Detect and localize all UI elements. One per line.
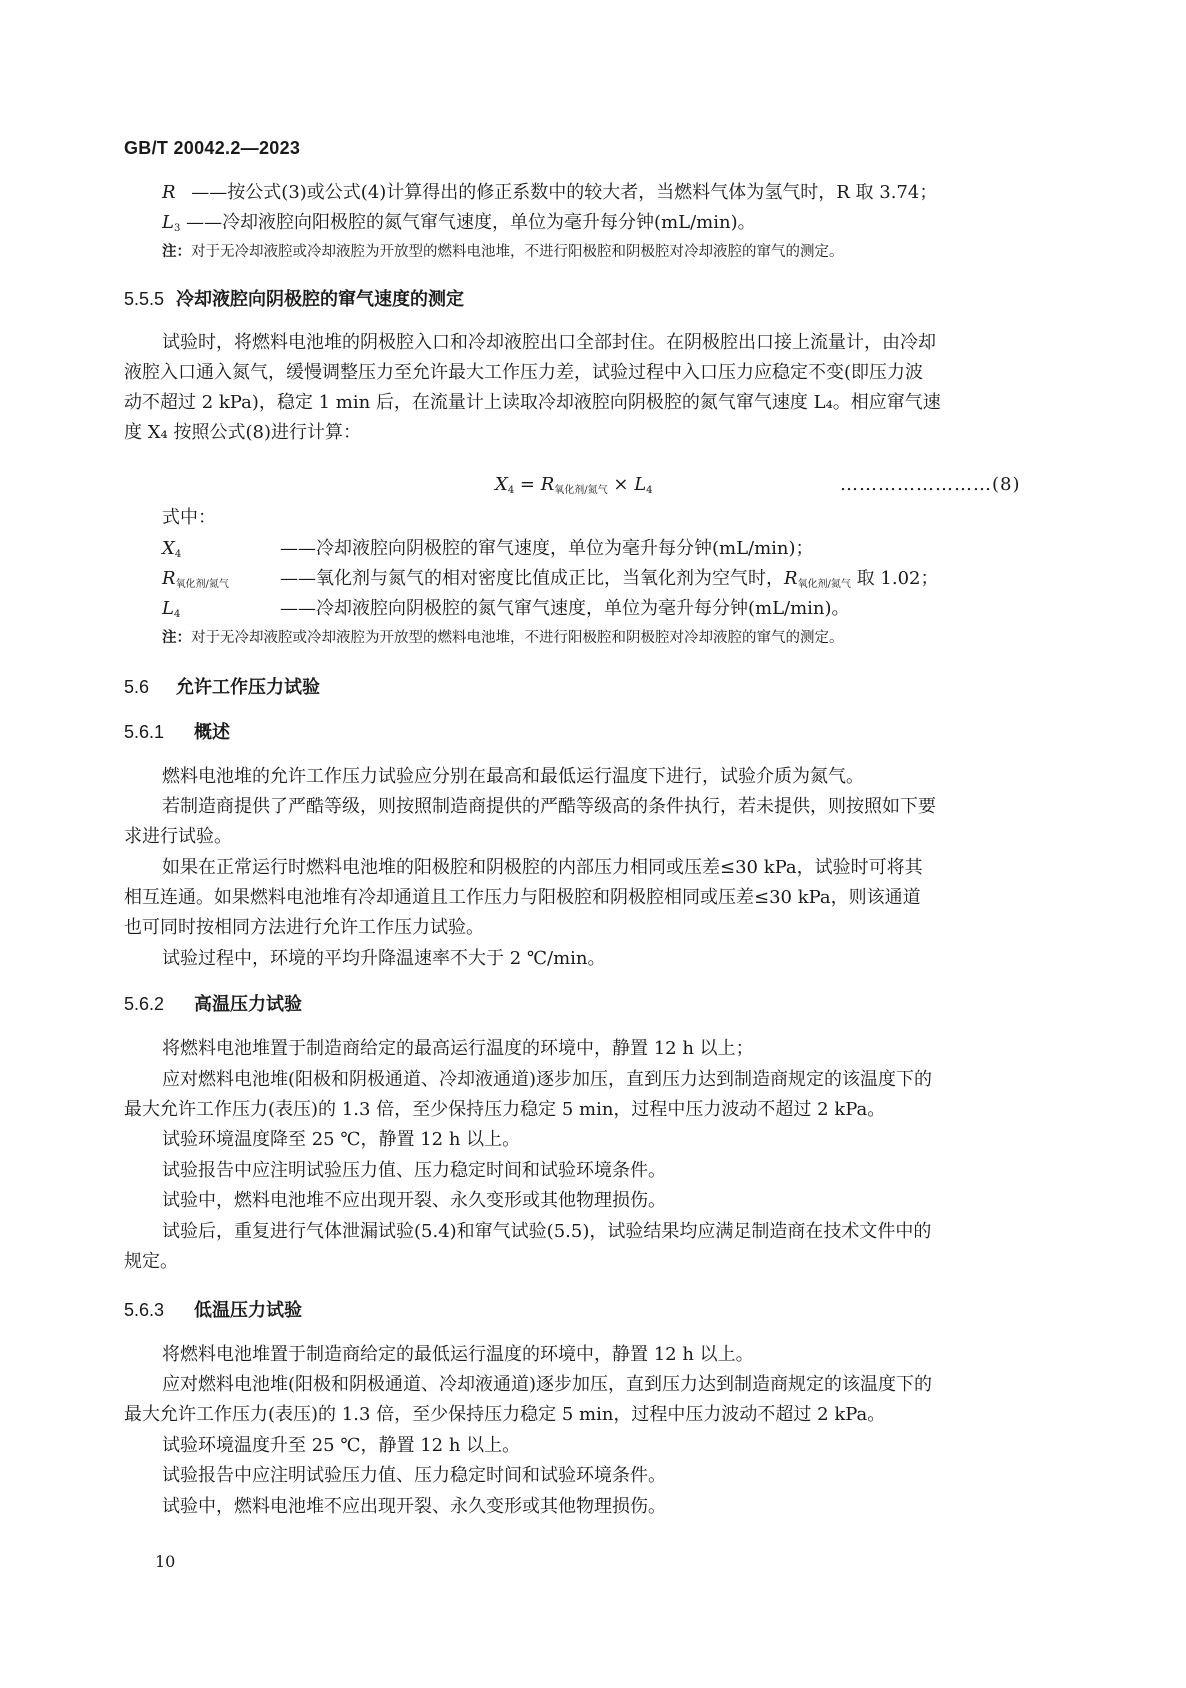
- section-heading-5-6-2: 5.6.2 高温压力试验: [124, 994, 302, 1014]
- paragraph-line: 试验时，将燃料电池堆的阴极腔入口和冷却液腔出口全部封住。在阴极腔出口接上流量计，由冷却: [162, 332, 936, 353]
- section-heading-5-6-3: 5.6.3 低温压力试验: [124, 1300, 302, 1320]
- note-2: 注：对于无冷却液腔或冷却液腔为开放型的燃料电池堆，不进行阳极腔和阴极腔对冷却液腔的窜气的测定。: [162, 630, 844, 646]
- def-x4-text: ——冷却液腔向阴极腔的窜气速度，单位为毫升每分钟(mL/min)；: [280, 538, 814, 559]
- paragraph-line: 试验中，燃料电池堆不应出现开裂、永久变形或其他物理损伤。: [162, 1190, 666, 1211]
- paragraph-line: 规定。: [124, 1251, 178, 1272]
- paragraph-line: 将燃料电池堆置于制造商给定的最低运行温度的环境中，静置 12 h 以上。: [162, 1344, 754, 1365]
- def-l4-text: ——冷却液腔向阴极腔的氮气窜气速度，单位为毫升每分钟(mL/min)。: [280, 598, 850, 619]
- page-number: 10: [155, 1552, 176, 1571]
- formula-number: ……………………(8): [840, 474, 1021, 495]
- section-heading-5-6: 5.6 允许工作压力试验: [124, 677, 320, 697]
- paragraph-line: 若制造商提供了严酷等级，则按照制造商提供的严酷等级高的条件执行，若未提供，则按照如下要: [162, 796, 936, 817]
- paragraph-line: 应对燃料电池堆(阳极和阴极通道、冷却液通道)逐步加压，直到压力达到制造商规定的该温度下的: [162, 1374, 933, 1395]
- paragraph-line: 动不超过 2 kPa)，稳定 1 min 后，在流量计上读取冷却液腔向阴极腔的氮气窜气速度 L₄。相应窜气速: [124, 392, 941, 413]
- paragraph-line: 最大允许工作压力(表压)的 1.3 倍，至少保持压力稳定 5 min，过程中压力波动不超过 2 kPa。: [124, 1404, 886, 1425]
- paragraph-line: 试验环境温度降至 25 ℃，静置 12 h 以上。: [162, 1129, 521, 1150]
- def-r-text: ——氧化剂与氮气的相对密度比值成正比，当氧化剂为空气时，$R_{氧化剂/氮气}$ 取 1.02；: [280, 568, 939, 590]
- paragraph-line: 试验环境温度升至 25 ℃，静置 12 h 以上。: [162, 1435, 521, 1456]
- paragraph-line: 求进行试验。: [124, 826, 232, 847]
- formula-8: $X_4 = R_{氧化剂/氮气} \times L_4$: [495, 474, 653, 496]
- paragraph-line: 度 X₄ 按照公式(8)进行计算：: [124, 422, 361, 443]
- def-r-symbol: $R_{氧化剂/氮气}$: [162, 568, 229, 590]
- def-l3: $L_3$ ——冷却液腔向阳极腔的氮气窜气速度，单位为毫升每分钟(mL/min)。: [162, 212, 756, 234]
- def-r: R ——按公式(3)或公式(4)计算得出的修正系数中的较大者，当燃料气体为氢气时，R 取 3.74；: [162, 182, 938, 203]
- paragraph-line: 也可同时按相同方法进行允许工作压力试验。: [124, 917, 484, 938]
- paragraph-line: 试验后，重复进行气体泄漏试验(5.4)和窜气试验(5.5)，试验结果均应满足制造商在技术文件中的: [162, 1221, 932, 1242]
- section-heading-5-6-1: 5.6.1 概述: [124, 722, 230, 742]
- paragraph-line: 如果在正常运行时燃料电池堆的阳极腔和阴极腔的内部压力相同或压差≤30 kPa，试验时可将其: [162, 857, 923, 878]
- where-label: 式中：: [162, 507, 216, 528]
- note-1: 注：对于无冷却液腔或冷却液腔为开放型的燃料电池堆，不进行阳极腔和阴极腔对冷却液腔的窜气的测定。: [162, 244, 844, 260]
- paragraph-line: 试验报告中应注明试验压力值、压力稳定时间和试验环境条件。: [162, 1160, 666, 1181]
- paragraph-line: 相互连通。如果燃料电池堆有冷却通道且工作压力与阳极腔和阴极腔相同或压差≤30 kPa，则该通道: [124, 887, 921, 908]
- standard-id: GB/T 20042.2—2023: [124, 138, 301, 158]
- paragraph-line: 液腔入口通入氮气，缓慢调整压力至允许最大工作压力差，试验过程中入口压力应稳定不变(即压力波: [124, 362, 924, 383]
- paragraph-line: 将燃料电池堆置于制造商给定的最高运行温度的环境中，静置 12 h 以上；: [162, 1038, 754, 1059]
- def-l4-symbol: $L_4$: [162, 598, 181, 620]
- paragraph-line: 燃料电池堆的允许工作压力试验应分别在最高和最低运行温度下进行，试验介质为氮气。: [162, 766, 864, 787]
- paragraph-line: 试验报告中应注明试验压力值、压力稳定时间和试验环境条件。: [162, 1465, 666, 1486]
- def-x4-symbol: $X_4$: [162, 538, 182, 560]
- paragraph-line: 应对燃料电池堆(阳极和阴极通道、冷却液通道)逐步加压，直到压力达到制造商规定的该温度下的: [162, 1069, 933, 1090]
- section-heading-5-5-5: 5.5.5 冷却液腔向阴极腔的窜气速度的测定: [124, 289, 464, 309]
- paragraph-line: 试验过程中，环境的平均升降温速率不大于 2 ℃/min。: [162, 948, 606, 969]
- paragraph-line: 试验中，燃料电池堆不应出现开裂、永久变形或其他物理损伤。: [162, 1496, 666, 1517]
- paragraph-line: 最大允许工作压力(表压)的 1.3 倍，至少保持压力稳定 5 min，过程中压力波动不超过 2 kPa。: [124, 1099, 886, 1120]
